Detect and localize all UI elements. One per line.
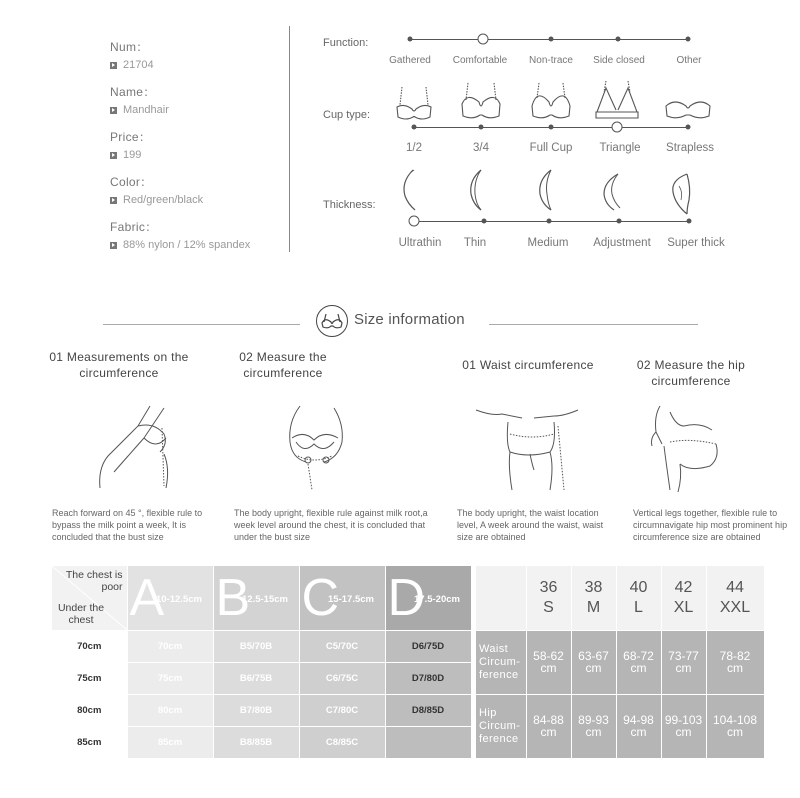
- size-header-line-right: [489, 324, 698, 325]
- size-header-s: 36 S: [526, 566, 571, 630]
- name-label: Name：: [110, 85, 156, 99]
- cup-letter-b: B: [215, 569, 251, 627]
- cup-range-d: 17.5-20cm: [414, 593, 460, 605]
- cup-type-option: Triangle: [599, 142, 641, 154]
- cup-letter-d: D: [387, 569, 426, 627]
- size-header-m: 38 M: [571, 566, 616, 630]
- hip-cell: 104-108 cm: [706, 694, 764, 758]
- thickness-dot-medium: [547, 219, 552, 224]
- thickness-dot-adjustment: [617, 219, 622, 224]
- thickness-dot-super-thick: [687, 219, 692, 224]
- function-dot-side-closed: [616, 37, 621, 42]
- thickness-option: Medium: [527, 237, 569, 249]
- waist-row: [476, 630, 764, 694]
- cup-dot-full: [549, 125, 554, 130]
- waist-cell: 73-77 cm: [661, 630, 706, 694]
- table-cell: 85cm: [127, 726, 213, 758]
- price-value: 199: [123, 149, 142, 161]
- thickness-option: Thin: [463, 237, 487, 249]
- table-cell: B7/80B: [213, 694, 299, 726]
- row-label: 70cm: [52, 630, 127, 662]
- color-label: Color：: [110, 175, 153, 189]
- half-cup-icon: [394, 83, 434, 123]
- table-cell: 80cm: [127, 694, 213, 726]
- ultrathin-pad-icon: [399, 168, 421, 212]
- thin-pad-icon: [465, 168, 489, 212]
- hip-cell: 89-93 cm: [571, 694, 616, 758]
- medium-pad-icon: [535, 168, 559, 212]
- chest-poor-label: The chest is poor: [65, 569, 123, 593]
- cup-range-b: 12.5-15cm: [242, 593, 288, 605]
- table-cell: C5/70C: [299, 630, 385, 662]
- hip-cell: 94-98 cm: [616, 694, 661, 758]
- cup-column-d: [385, 566, 471, 630]
- bust-measure-text-2: The body upright, flexible rule against milk root,a week level around the chest, it is concluded that under the bust size: [234, 508, 428, 542]
- hip-measure-illustration: [640, 402, 724, 494]
- thickness-dot-ultrathin: [409, 216, 420, 227]
- size-header-xl: 42 XL: [661, 566, 706, 630]
- bust-measure-text-1: Reach forward on 45 °, flexible rule to bypass the milk point a week, It is concluded that the bust size: [52, 508, 203, 542]
- bust-size-table: [52, 566, 472, 759]
- function-option: Side closed: [593, 55, 645, 66]
- cup-letter-a: A: [129, 569, 165, 627]
- cup-column-b: [213, 566, 299, 630]
- cup-dot-three-quarter: [479, 125, 484, 130]
- info-color: [110, 173, 285, 206]
- info-fabric: [110, 218, 285, 251]
- cup-dot-half: [412, 125, 417, 130]
- table-cell: 70cm: [127, 630, 213, 662]
- hip-cell: 99-103 cm: [661, 694, 706, 758]
- table-cell: C6/75C: [299, 662, 385, 694]
- triangle-cup-icon: [594, 78, 640, 122]
- full-cup-icon: [529, 80, 573, 122]
- table-cell: B8/85B: [213, 726, 299, 758]
- waist-measure-heading-1: 01 Waist circumference: [462, 358, 594, 372]
- function-option: Gathered: [389, 55, 431, 66]
- row-label: 80cm: [52, 694, 127, 726]
- cup-dot-triangle: [612, 122, 623, 133]
- info-name: [110, 83, 285, 116]
- waist-hip-size-table: [476, 566, 765, 759]
- size-header-line-left: [103, 324, 300, 325]
- bust-table-corner: [52, 566, 127, 630]
- fabric-label: Fabric：: [110, 220, 158, 234]
- waist-row-label: Waist Circum- ference: [476, 630, 526, 694]
- num-label: Num：: [110, 40, 149, 54]
- waist-measure-heading-2: 02 Measure the hip circumference: [636, 358, 746, 388]
- size-header-blank: [476, 566, 526, 630]
- table-cell: D8/85D: [385, 694, 471, 726]
- table-cell: 75cm: [127, 662, 213, 694]
- bullet-icon: [110, 152, 117, 159]
- under-chest-label: Under the chest: [57, 601, 105, 626]
- bust-measure-illustration-2: [268, 402, 358, 492]
- table-cell: [385, 726, 471, 758]
- color-value: Red/green/black: [123, 194, 204, 206]
- size-header-l: 40 L: [616, 566, 661, 630]
- waist-measure-text-2: Vertical legs together, flexible rule to circumnavigate hip most prominent hip circumference size are obtained: [633, 508, 788, 542]
- thickness-option: Adjustment: [593, 237, 651, 249]
- strapless-cup-icon: [663, 96, 713, 122]
- name-value: Mandhair: [123, 104, 169, 116]
- waist-cell: 58-62 cm: [526, 630, 571, 694]
- size-header-row: [476, 566, 764, 630]
- bust-measure-heading-1: 01 Measurements on the circumference: [49, 350, 189, 380]
- cup-column-a: [127, 566, 213, 630]
- table-cell: D7/80D: [385, 662, 471, 694]
- thickness-dot-thin: [482, 219, 487, 224]
- table-row: [52, 630, 471, 662]
- function-option: Other: [676, 55, 702, 66]
- waist-cell: 78-82 cm: [706, 630, 764, 694]
- table-cell: C7/80C: [299, 694, 385, 726]
- bust-measure-heading-2: 02 Measure the circumference: [239, 350, 327, 380]
- cup-letter-c: C: [301, 569, 340, 627]
- cup-type-label: Cup type:: [323, 109, 371, 121]
- function-option: Comfortable: [452, 55, 508, 66]
- hip-row: [476, 694, 764, 758]
- function-dot-comfortable: [478, 34, 489, 45]
- size-header-xxl: 44 XXL: [706, 566, 764, 630]
- table-cell: B6/75B: [213, 662, 299, 694]
- row-label: 85cm: [52, 726, 127, 758]
- row-label: 75cm: [52, 662, 127, 694]
- waist-cell: 63-67 cm: [571, 630, 616, 694]
- function-dot-other: [686, 37, 691, 42]
- thickness-option: Super thick: [667, 237, 725, 249]
- thickness-label: Thickness:: [323, 199, 376, 211]
- bullet-icon: [110, 62, 117, 69]
- vertical-divider: [289, 26, 290, 252]
- adjustment-pad-icon: [600, 172, 626, 212]
- table-cell: B5/70B: [213, 630, 299, 662]
- table-row: [52, 694, 471, 726]
- table-row: [52, 662, 471, 694]
- size-info-title: Size information: [354, 311, 465, 328]
- bullet-icon: [110, 107, 117, 114]
- cup-range-a: 10-12.5cm: [156, 593, 202, 605]
- bullet-icon: [110, 242, 117, 249]
- cup-column-c: [299, 566, 385, 630]
- price-label: Price：: [110, 130, 152, 144]
- thickness-option: Ultrathin: [398, 237, 442, 249]
- info-price: [110, 128, 285, 161]
- hip-row-label: Hip Circum- ference: [476, 694, 526, 758]
- cup-type-option: Full Cup: [529, 142, 573, 154]
- cup-dot-strapless: [686, 125, 691, 130]
- fabric-value: 88% nylon / 12% spandex: [123, 239, 251, 251]
- function-label: Function:: [323, 37, 369, 49]
- three-quarter-cup-icon: [459, 80, 503, 122]
- function-dot-gathered: [408, 37, 413, 42]
- waist-measure-text-1: The body upright, the waist location level, A week around the waist, waist size are obtained: [457, 508, 604, 542]
- waist-measure-illustration-1: [472, 404, 582, 494]
- product-info: [110, 38, 285, 263]
- waist-cell: 68-72 cm: [616, 630, 661, 694]
- hip-cell: 84-88 cm: [526, 694, 571, 758]
- cup-type-option: Strapless: [666, 142, 714, 154]
- bra-circle-icon: [316, 305, 348, 337]
- bullet-icon: [110, 197, 117, 204]
- table-cell: D6/75D: [385, 630, 471, 662]
- function-option: Non-trace: [529, 55, 573, 66]
- bust-table-header-row: [52, 566, 471, 630]
- cup-type-option: 3/4: [473, 142, 489, 154]
- table-row: [52, 726, 471, 758]
- thickness-scale: [414, 221, 690, 222]
- function-dot-non-trace: [549, 37, 554, 42]
- cup-range-c: 15-17.5cm: [328, 593, 374, 605]
- cup-type-option: 1/2: [406, 142, 422, 154]
- table-cell: C8/85C: [299, 726, 385, 758]
- bust-measure-illustration-1: [94, 398, 184, 492]
- super-thick-pad-icon: [669, 172, 697, 216]
- info-num: [110, 38, 285, 71]
- num-value: 21704: [123, 59, 154, 71]
